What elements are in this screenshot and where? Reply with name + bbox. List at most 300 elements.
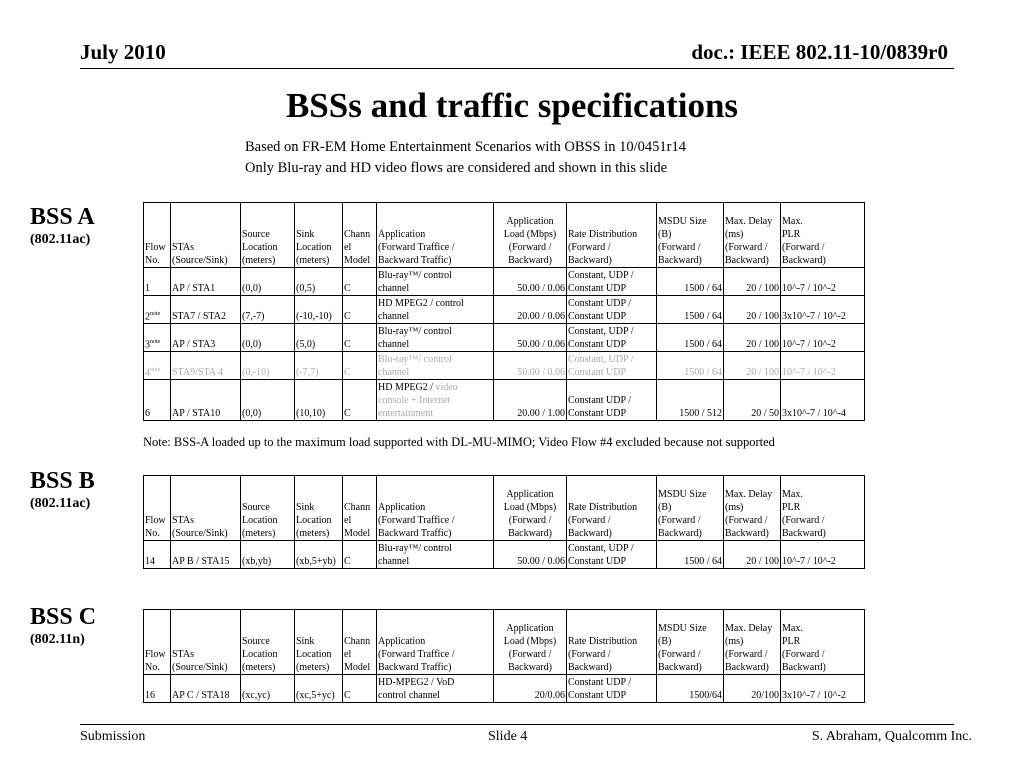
note-marker: note: [150, 338, 161, 345]
cell-load: [494, 324, 567, 352]
cell-channel: [343, 268, 377, 296]
application-line-1: HD-MPEG2 / VoD: [378, 677, 455, 688]
header-text: (Forward Traffice /: [378, 649, 455, 660]
application-line-2: channel: [378, 311, 410, 322]
cell-rate: [567, 324, 657, 352]
header-text: Sink: [296, 229, 315, 240]
column-header-load: [494, 610, 567, 675]
header-text: Flow: [145, 242, 166, 253]
cell-channel: [343, 324, 377, 352]
plr-value: 3x10^-7 / 10^-4: [782, 408, 846, 419]
cell-plr: [781, 675, 865, 703]
msdu-value: 1500 / 512: [679, 408, 722, 419]
cell-stas: [171, 675, 241, 703]
header-text: Max.: [782, 623, 803, 634]
sink-value: (xc,5+yc): [296, 690, 335, 701]
header-text: (Forward /: [658, 242, 701, 253]
header-text: Application: [506, 489, 554, 500]
source-value: (0,0): [242, 283, 262, 294]
channel-value: C: [344, 690, 351, 701]
header-text: (B): [658, 502, 672, 513]
table-header-row: [144, 203, 865, 268]
header-text: Application: [506, 216, 554, 227]
bss-c-table: [143, 609, 865, 703]
delay-value: 20 / 50: [751, 408, 779, 419]
column-header-sink: [295, 203, 343, 268]
table-row: [144, 380, 865, 421]
header-text: Backward): [725, 255, 769, 266]
column-header-flow: [144, 203, 171, 268]
header-text: Backward Traffic): [378, 528, 452, 539]
cell-sink: [295, 675, 343, 703]
column-header-delay: [724, 610, 781, 675]
header-text: Backward): [568, 662, 612, 673]
cell-load: [494, 352, 567, 380]
delay-value: 20 / 100: [746, 311, 779, 322]
stas-value: AP / STA1: [172, 283, 216, 294]
header-text: Load (Mbps): [503, 502, 557, 513]
column-header-delay: [724, 476, 781, 541]
plr-value: 10^-7 / 10^-2: [782, 339, 836, 350]
column-header-channel: [343, 610, 377, 675]
header-text: No.: [145, 528, 160, 539]
sink-value: (0,5): [296, 283, 316, 294]
table-row: [144, 296, 865, 324]
cell-flow: [144, 352, 171, 380]
header-text: Backward): [725, 528, 769, 539]
table-row: [144, 352, 865, 380]
delay-value: 20 / 100: [746, 367, 779, 378]
cell-delay: [724, 268, 781, 296]
plr-value: 3x10^-7 / 10^-2: [782, 690, 846, 701]
rate-line-2: Constant UDP: [568, 311, 627, 322]
cell-msdu: [657, 380, 724, 421]
cell-application: [377, 380, 494, 421]
load-value: 20.00 / 0.06: [517, 311, 565, 322]
cell-delay: [724, 541, 781, 569]
header-text: Load (Mbps): [503, 229, 557, 240]
header-text: (Source/Sink): [172, 528, 228, 539]
header-text: (ms): [725, 502, 744, 513]
load-value: 50.00 / 0.06: [517, 556, 565, 567]
subtitle-line-1: Based on FR-EM Home Entertainment Scenarios with OBSS in 10/0451r14: [245, 139, 687, 155]
rate-line-1: Constant UDP /: [568, 677, 631, 688]
cell-msdu: [657, 268, 724, 296]
table-header-row: [144, 476, 865, 541]
cell-sink: [295, 352, 343, 380]
header-text: (meters): [242, 255, 276, 266]
column-header-sink: [295, 476, 343, 541]
sink-value: (10,10): [296, 408, 326, 419]
cell-application: [377, 352, 494, 380]
cell-plr: [781, 268, 865, 296]
header-date: July 2010: [80, 40, 166, 64]
header-text: Backward): [658, 662, 702, 673]
header-text: el: [344, 242, 352, 253]
bss-b-table: [143, 475, 865, 569]
cell-channel: [343, 296, 377, 324]
column-header-source: [241, 476, 295, 541]
header-text: Location: [242, 649, 278, 660]
bss-a-standard: (802.11ac): [30, 232, 91, 247]
bss-a-table: [143, 202, 865, 421]
header-text: (Forward Traffice /: [378, 515, 455, 526]
stas-value: STA9/STA 4: [172, 367, 223, 378]
delay-value: 20/100: [751, 690, 779, 701]
column-header-source: [241, 610, 295, 675]
header-text: (ms): [725, 229, 744, 240]
table-header-row: [144, 610, 865, 675]
header-text: PLR: [782, 636, 801, 647]
column-header-msdu: [657, 203, 724, 268]
cell-flow: [144, 675, 171, 703]
header-text: (Forward /: [725, 649, 768, 660]
header-text: Model: [344, 528, 371, 539]
table-row: [144, 324, 865, 352]
source-value: (0,-10): [242, 367, 270, 378]
header-text: Backward): [508, 255, 552, 266]
delay-value: 20 / 100: [746, 556, 779, 567]
column-header-stas: [171, 610, 241, 675]
cell-flow: [144, 380, 171, 421]
flow-number: 2: [145, 311, 150, 322]
application-line-1: HD MPEG2 / control: [378, 298, 464, 309]
cell-sink: [295, 324, 343, 352]
stas-value: AP / STA3: [172, 339, 216, 350]
header-text: Backward): [782, 528, 826, 539]
bss-c-standard: (802.11n): [30, 632, 85, 647]
stas-value: AP / STA10: [172, 408, 221, 419]
header-text: Backward): [508, 662, 552, 673]
rate-line-2: Constant UDP: [568, 367, 627, 378]
column-header-application: [377, 610, 494, 675]
load-value: 50.00 / 0.06: [517, 367, 565, 378]
header-text: (B): [658, 229, 672, 240]
application-line-1b: video: [435, 382, 458, 393]
cell-stas: [171, 380, 241, 421]
bss-c-name: BSS C: [30, 604, 97, 630]
msdu-value: 1500/64: [689, 690, 722, 701]
rate-line-2: Constant UDP: [568, 408, 627, 419]
header-text: No.: [145, 662, 160, 673]
sink-value: (-7,7): [296, 367, 319, 378]
cell-source: [241, 380, 295, 421]
application-line-1: Blu-ray™/ control: [378, 326, 452, 337]
cell-sink: [295, 541, 343, 569]
header-text: Source: [242, 636, 270, 647]
column-header-sink: [295, 610, 343, 675]
application-line-3: entertainment: [378, 408, 433, 419]
column-header-source: [241, 203, 295, 268]
cell-rate: [567, 352, 657, 380]
header-text: Location: [242, 515, 278, 526]
sink-value: (-10,-10): [296, 311, 332, 322]
cell-plr: [781, 324, 865, 352]
footer-submission: Submission: [80, 729, 146, 744]
header-text: Location: [296, 242, 332, 253]
flow-number: 3: [145, 339, 150, 350]
header-text: Location: [296, 649, 332, 660]
cell-stas: [171, 268, 241, 296]
cell-rate: [567, 380, 657, 421]
cell-load: [494, 296, 567, 324]
table-row: [144, 541, 865, 569]
header-text: el: [344, 515, 352, 526]
rate-line-1: Constant, UDP /: [568, 270, 634, 281]
header-text: (Forward /: [725, 242, 768, 253]
cell-sink: [295, 296, 343, 324]
bss-b-label: [30, 467, 95, 513]
msdu-value: 1500 / 64: [684, 556, 722, 567]
cell-channel: [343, 352, 377, 380]
plr-value: 10^-7 / 10^-2: [782, 283, 836, 294]
cell-load: [494, 675, 567, 703]
header-text: Sink: [296, 636, 315, 647]
cell-source: [241, 541, 295, 569]
header-text: (Forward /: [658, 649, 701, 660]
load-value: 50.00 / 0.06: [517, 339, 565, 350]
column-header-msdu: [657, 476, 724, 541]
header-text: (Forward /: [782, 649, 825, 660]
header-text: (Forward /: [568, 242, 611, 253]
footer-slide-number: Slide 4: [488, 729, 528, 744]
cell-flow: [144, 324, 171, 352]
channel-value: C: [344, 339, 351, 350]
application-line-2: channel: [378, 556, 410, 567]
column-header-msdu: [657, 610, 724, 675]
rate-line-1: Constant, UDP /: [568, 354, 634, 365]
application-line-2: channel: [378, 283, 410, 294]
cell-application: [377, 296, 494, 324]
cell-delay: [724, 380, 781, 421]
header-text: Model: [344, 255, 371, 266]
note-marker: note: [150, 366, 161, 373]
cell-source: [241, 324, 295, 352]
cell-sink: [295, 268, 343, 296]
cell-rate: [567, 268, 657, 296]
cell-stas: [171, 296, 241, 324]
column-header-flow: [144, 610, 171, 675]
table-row: [144, 268, 865, 296]
cell-stas: [171, 541, 241, 569]
cell-flow: [144, 541, 171, 569]
cell-application: [377, 675, 494, 703]
source-value: (0,0): [242, 408, 262, 419]
header-divider: [80, 68, 954, 69]
bss-b-name: BSS B: [30, 468, 95, 494]
cell-rate: [567, 675, 657, 703]
cell-source: [241, 296, 295, 324]
rate-line-2: Constant UDP: [568, 283, 627, 294]
header-text: Model: [344, 662, 371, 673]
note-marker: note: [150, 310, 161, 317]
header-text: Application: [378, 502, 426, 513]
source-value: (7,-7): [242, 311, 265, 322]
header-text: Source: [242, 502, 270, 513]
column-header-rate: [567, 610, 657, 675]
column-header-channel: [343, 476, 377, 541]
cell-rate: [567, 541, 657, 569]
cell-delay: [724, 296, 781, 324]
application-line-2: channel: [378, 367, 410, 378]
header-text: PLR: [782, 502, 801, 513]
header-text: Chann: [344, 229, 371, 240]
header-text: (Forward /: [568, 515, 611, 526]
rate-line-2: Constant UDP: [568, 690, 627, 701]
header-text: Source: [242, 229, 270, 240]
flow-number: 1: [145, 283, 150, 294]
header-text: (meters): [242, 662, 276, 673]
column-header-stas: [171, 203, 241, 268]
header-text: No.: [145, 255, 160, 266]
header-text: (Forward /: [508, 515, 552, 526]
column-header-load: [494, 476, 567, 541]
header-text: Chann: [344, 636, 371, 647]
cell-channel: [343, 380, 377, 421]
header-text: Application: [506, 623, 554, 634]
load-value: 50.00 / 0.06: [517, 283, 565, 294]
header-text: STAs: [172, 242, 194, 253]
cell-source: [241, 352, 295, 380]
msdu-value: 1500 / 64: [684, 339, 722, 350]
rate-line-1: Constant, UDP /: [568, 326, 634, 337]
header-text: Backward): [568, 255, 612, 266]
subtitle-line-2: Only Blu-ray and HD video flows are considered and shown in this slide: [245, 160, 668, 176]
column-header-channel: [343, 203, 377, 268]
header-text: Flow: [145, 649, 166, 660]
application-line-2: control channel: [378, 690, 440, 701]
sink-value: (5,0): [296, 339, 316, 350]
header-text: (meters): [296, 528, 330, 539]
bss-a-label: [30, 203, 95, 249]
header-text: PLR: [782, 229, 801, 240]
header-text: Backward): [782, 255, 826, 266]
header-text: (Forward /: [782, 515, 825, 526]
header-text: Max. Delay: [725, 623, 773, 634]
cell-load: [494, 380, 567, 421]
header-text: (meters): [296, 662, 330, 673]
header-text: (Source/Sink): [172, 255, 228, 266]
application-line-1: Blu-ray™/ control: [378, 543, 452, 554]
cell-stas: [171, 324, 241, 352]
column-header-plr: [781, 610, 865, 675]
channel-value: C: [344, 408, 351, 419]
cell-rate: [567, 296, 657, 324]
header-text: Backward Traffic): [378, 662, 452, 673]
header-text: (Forward /: [658, 515, 701, 526]
cell-plr: [781, 380, 865, 421]
header-text: Backward): [725, 662, 769, 673]
stas-value: STA7 / STA2: [172, 311, 226, 322]
header-doc-id: doc.: IEEE 802.11-10/0839r0: [691, 40, 948, 64]
header-text: Backward): [658, 255, 702, 266]
plr-value: 10^-7 / 10^-2: [782, 367, 836, 378]
column-header-rate: [567, 203, 657, 268]
column-header-rate: [567, 476, 657, 541]
header-text: Max.: [782, 216, 803, 227]
delay-value: 20 / 100: [746, 339, 779, 350]
cell-channel: [343, 675, 377, 703]
stas-value: AP B / STA15: [172, 556, 230, 567]
column-header-flow: [144, 476, 171, 541]
header-text: (Forward /: [782, 242, 825, 253]
cell-source: [241, 268, 295, 296]
table-row: [144, 675, 865, 703]
rate-line-2: Constant UDP: [568, 556, 627, 567]
column-header-stas: [171, 476, 241, 541]
bss-a-note: Note: BSS-A loaded up to the maximum load supported with DL-MU-MIMO; Video Flow #4 excluded because not supported: [143, 435, 775, 449]
header-text: Backward): [658, 528, 702, 539]
header-text: (Forward /: [508, 649, 552, 660]
header-text: el: [344, 649, 352, 660]
header-text: Location: [296, 515, 332, 526]
header-text: (Forward Traffice /: [378, 242, 455, 253]
footer-divider: [80, 724, 954, 725]
rate-line-2: Constant UDP: [568, 339, 627, 350]
header-text: Sink: [296, 502, 315, 513]
cell-delay: [724, 324, 781, 352]
header-text: Max. Delay: [725, 489, 773, 500]
header-text: Rate Distribution: [568, 636, 638, 647]
header-text: Application: [378, 229, 426, 240]
application-line-2: console + Internet: [378, 395, 451, 406]
cell-plr: [781, 352, 865, 380]
header-text: Rate Distribution: [568, 502, 638, 513]
cell-load: [494, 268, 567, 296]
flow-number: 14: [145, 556, 155, 567]
header-text: (Forward /: [568, 649, 611, 660]
channel-value: C: [344, 283, 351, 294]
header-text: MSDU Size: [658, 623, 707, 634]
rate-line-1: Constant UDP /: [568, 298, 631, 309]
header-text: STAs: [172, 515, 194, 526]
load-value: 20.00 / 1.00: [517, 408, 565, 419]
header-text: (Source/Sink): [172, 662, 228, 673]
header-text: STAs: [172, 649, 194, 660]
header-text: Max.: [782, 489, 803, 500]
slide-title: BSSs and traffic specifications: [285, 86, 739, 125]
bss-c-label: [30, 603, 96, 649]
flow-number: 6: [145, 408, 150, 419]
flow-number: 16: [145, 690, 155, 701]
cell-plr: [781, 296, 865, 324]
column-header-plr: [781, 203, 865, 268]
cell-msdu: [657, 352, 724, 380]
header-text: Backward): [782, 662, 826, 673]
source-value: (0,0): [242, 339, 262, 350]
load-value: 20/0.06: [534, 690, 565, 701]
flow-number: 4: [145, 367, 150, 378]
header-text: Chann: [344, 502, 371, 513]
header-text: (meters): [242, 528, 276, 539]
header-text: (B): [658, 636, 672, 647]
cell-flow: [144, 296, 171, 324]
application-line-1: HD MPEG2 /: [378, 382, 434, 393]
msdu-value: 1500 / 64: [684, 311, 722, 322]
cell-msdu: [657, 541, 724, 569]
cell-application: [377, 324, 494, 352]
channel-value: C: [344, 556, 351, 567]
header-text: Backward): [568, 528, 612, 539]
channel-value: C: [344, 311, 351, 322]
source-value: (xc,yc): [242, 690, 271, 701]
header-text: Backward): [508, 528, 552, 539]
rate-line-1: Constant UDP /: [568, 395, 631, 406]
cell-channel: [343, 541, 377, 569]
header-text: Flow: [145, 515, 166, 526]
cell-stas: [171, 352, 241, 380]
stas-value: AP C / STA18: [172, 690, 230, 701]
